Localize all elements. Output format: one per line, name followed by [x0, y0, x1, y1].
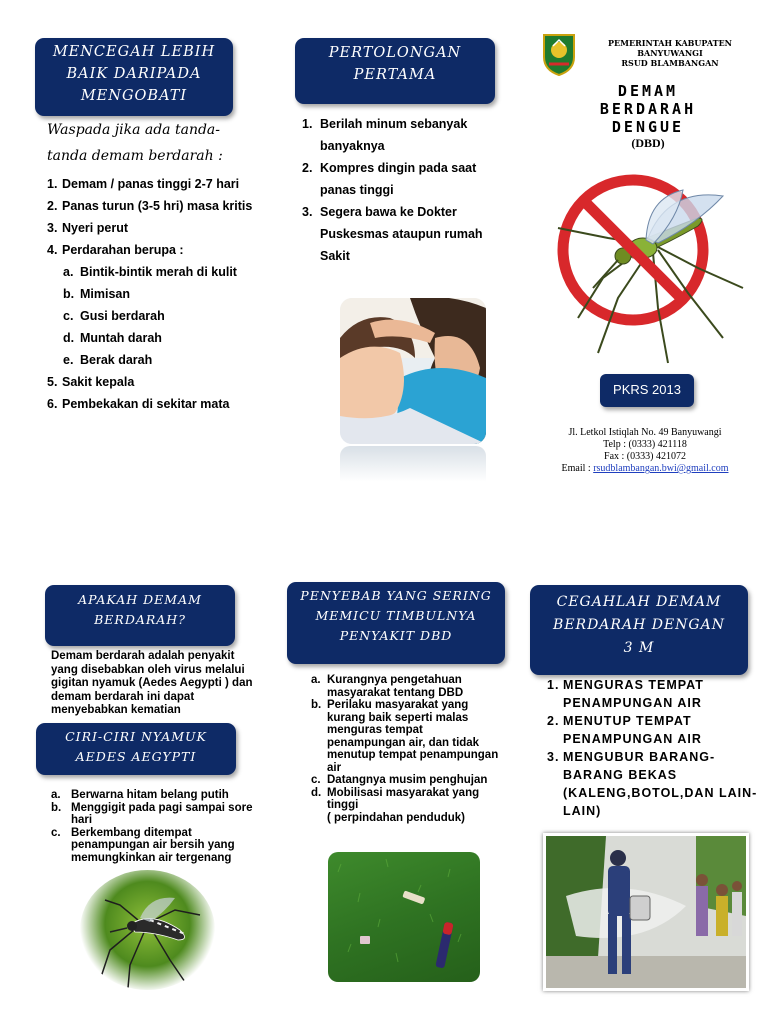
mother-child-photo — [340, 298, 486, 444]
pkrs-badge — [600, 374, 694, 407]
phone-line: Telp : (0333) 421118 — [603, 439, 687, 450]
what-is-title-line: BERDARAH? — [94, 612, 186, 627]
list-item: 6. Pembekakan di sekitar mata — [47, 397, 230, 411]
first-aid-list — [302, 113, 502, 267]
no-mosquito-icon — [548, 168, 748, 368]
signs-list — [47, 173, 287, 261]
prevention-title-line: MENCEGAH LEBIH — [52, 44, 216, 60]
photo-reflection — [340, 446, 486, 482]
letterhead — [582, 38, 758, 68]
list-item: b. Perilaku masyarakat yang kurang baik seperti malas menguras tempat penampungan air, dan tidak menutup tempat penampungan air — [311, 699, 499, 774]
regency-emblem-icon — [541, 32, 577, 76]
definition-line: demam berdarah ini dapat — [51, 690, 195, 703]
cover-title-line: DENGUE — [611, 118, 685, 136]
warning-line: tanda demam berdarah : — [47, 148, 223, 164]
list-item: b. Menggigit pada pagi sampai sore hari — [51, 801, 253, 826]
list-item: 1. Demam / panas tinggi 2-7 hari — [47, 177, 240, 191]
list-item: 2. Panas turun (3-5 hri) masa kritis — [47, 199, 253, 213]
causes-title-box — [287, 582, 505, 664]
list-item: c. Berkembang ditempat penampungan air bersih yang memungkinkan air tergenang — [51, 826, 235, 864]
cover-title-line: DEMAM — [617, 82, 679, 100]
list-item: a. Kurangnya pengetahuan masyarakat tentang DBD — [311, 674, 464, 699]
list-item: a. Bintik-bintik merah di kulit — [63, 265, 237, 279]
list-item: c. Datangnya musim penghujan — [311, 774, 488, 786]
cover-title — [560, 82, 736, 136]
prevention-title-line: MENGOBATI — [80, 88, 188, 104]
dbd-definition — [51, 650, 281, 718]
list-item: a. Berwarna hitam belang putih — [51, 789, 229, 801]
email-line — [535, 463, 755, 475]
3m-title-line: CEGAHLAH DEMAM — [556, 594, 722, 610]
list-item: 4. Perdarahan berupa : — [47, 243, 184, 257]
definition-line: Demam berdarah adalah penyakit — [51, 650, 235, 662]
list-item: 3. Segera bawa ke Dokter Puskesmas ataupun rumah Sakit — [302, 205, 483, 263]
list-item: 3. Nyeri perut — [47, 221, 128, 235]
cover-abbr: (DBD) — [631, 136, 665, 150]
warning-line: Waspada jika ada tanda- — [47, 122, 221, 138]
list-item: 3. MENGUBUR BARANG- BARANG BEKAS (KALENG,BOTOL,DAN LAIN- LAIN) — [547, 750, 758, 818]
list-item: 2. MENUTUP TEMPAT PENAMPUNGAN AIR — [547, 714, 702, 746]
contact-block — [535, 427, 755, 475]
pkrs-label: PKRS 2013 — [613, 382, 681, 397]
mother-child-illustration — [340, 298, 486, 444]
traits-title-line: AEDES AEGYPTI — [75, 749, 197, 764]
3m-title-line: BERDARAH DENGAN — [553, 617, 725, 633]
list-item: b. Mimisan — [63, 287, 131, 301]
list-item: d. Muntah darah — [63, 331, 162, 345]
gov-line: PEMERINTAH KABUPATEN BANYUWANGI — [608, 38, 732, 58]
list-item: d. Mobilisasi masyarakat yang tinggi ( perpindahan penduduk) — [311, 786, 480, 824]
fax-line: Fax : (0333) 421072 — [604, 451, 686, 462]
hospital-line: RSUD BLAMBANGAN — [621, 58, 719, 68]
traits-title-line: CIRI-CIRI NYAMUK — [65, 729, 207, 744]
causes-title-line: PENYEBAB YANG SERING — [300, 588, 492, 603]
signs-list-continued — [47, 371, 287, 415]
first-aid-title-box — [295, 38, 495, 104]
3m-title-line: 3 M — [623, 640, 655, 656]
list-item: e. Berak darah — [63, 353, 153, 367]
email-link[interactable]: rsudblambangan.bwi@gmail.com — [593, 463, 729, 474]
traits-title-box — [36, 723, 236, 775]
traits-list — [51, 789, 281, 864]
warning-text — [47, 117, 277, 169]
grass-litter-photo — [328, 852, 480, 982]
list-item: 1. Berilah minum sebanyak banyaknya — [302, 117, 468, 153]
prevention-title-line: BAIK DARIPADA — [66, 66, 202, 82]
list-item: 5. Sakit kepala — [47, 375, 135, 389]
mosquito-photo-icon — [80, 870, 215, 990]
cover-title-line: BERDARAH — [599, 100, 697, 118]
definition-line: gigitan nyamuk (Aedes Aegypti ) dan — [51, 677, 253, 689]
list-item: 1. MENGURAS TEMPAT PENAMPUNGAN AIR — [547, 678, 704, 710]
fogging-photo — [543, 833, 749, 991]
prevention-title-box — [35, 38, 233, 116]
3m-title-box — [530, 585, 748, 675]
bleeding-list — [63, 261, 283, 371]
first-aid-title-line: PERTAMA — [353, 67, 437, 83]
email-label: Email : — [561, 463, 594, 474]
what-is-title-line: APAKAH DEMAM — [78, 592, 202, 607]
first-aid-title-line: PERTOLONGAN — [328, 45, 462, 61]
what-is-dbd-title-box — [45, 585, 235, 646]
causes-list — [311, 674, 521, 824]
definition-line: yang disebabkan oleh virus melalui — [51, 663, 245, 676]
causes-title-line: PENYAKIT DBD — [339, 628, 453, 643]
3m-list — [547, 676, 762, 820]
list-item: 2. Kompres dingin pada saat panas tinggi — [302, 161, 477, 197]
list-item: c. Gusi berdarah — [63, 309, 165, 323]
causes-title-line: MEMICU TIMBULNYA — [315, 608, 477, 623]
definition-line: menyebabkan kematian — [51, 704, 181, 716]
address-line: Jl. Letkol Istiqlah No. 49 Banyuwangi — [568, 427, 722, 438]
